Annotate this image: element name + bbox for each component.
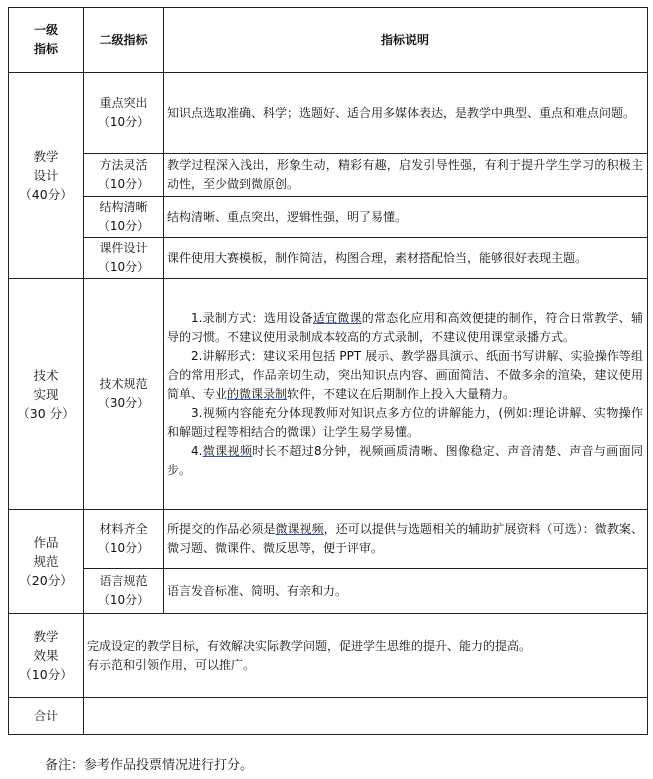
header-level1: 一级 指标 <box>9 8 84 73</box>
tech-paragraph-2: 2.讲解形式：建议采用包括 PPT 展示、教学器具演示、纸面书写讲解、实验操作等组合的常用形式，作品亲切生动，突出知识点内容、画面简洁、不做多余的渲染，建议使用简单、专业的微课录制软件，不建议在后期制作上投入大量精力。 <box>167 348 643 401</box>
header-description: 指标说明 <box>164 8 648 73</box>
criterion-name: 技术规范 （30分） <box>84 279 164 510</box>
tech-paragraph-3: 3.视频内容能充分体现教师对知识点多方位的讲解能力，(例如:理论讲解、实物操作和解题过程等相结合的微课）让学生易学易懂。 <box>167 405 643 439</box>
table-row <box>9 279 648 510</box>
criterion-name: 方法灵活 （10分） <box>84 154 164 197</box>
criterion-description: 知识点选取准确、科学；选题好、适合用多媒体表达，是教学中典型、重点和难点问题。 <box>164 73 648 154</box>
tech-paragraph-4: 4.微课视频时长不超过8分钟，视频画质清晰、图像稳定、声音清楚、声音与画面同步。 <box>167 443 643 477</box>
criterion-description: 课件使用大赛模板，制作简洁，构图合理，素材搭配恰当，能够很好表现主题。 <box>164 238 648 279</box>
table-row <box>9 154 648 197</box>
category-effect: 教学 效果 （10分） <box>9 614 84 698</box>
table-row <box>9 197 648 238</box>
category-tech: 技术 实现 （30 分） <box>9 279 84 510</box>
criterion-description: 结构清晰、重点突出，逻辑性强，明了易懂。 <box>164 197 648 238</box>
criterion-description: 语言发音标准、简明、有亲和力。 <box>164 569 648 614</box>
table-row <box>9 614 648 698</box>
criterion-description: 教学过程深入浅出，形象生动，精彩有趣，启发引导性强，有利于提升学生学习的积极主动性，至少做到微原创。 <box>164 154 648 197</box>
criterion-description <box>164 279 648 510</box>
table-row <box>9 510 648 569</box>
table-row <box>9 73 648 154</box>
total-label: 合计 <box>9 698 84 735</box>
effect-line-2: 有示范和引领作用，可以推广。 <box>87 657 256 672</box>
table-row <box>9 569 648 614</box>
criterion-name: 语言规范 （10分） <box>84 569 164 614</box>
category-design: 教学 设计 （40分） <box>9 73 84 279</box>
criterion-description: 所提交的作品必须是微课视频，还可以提供与选题相关的辅助扩展资料（可选）：微教案、微习题、微课件、微反思等，便于评审。 <box>164 510 648 569</box>
total-value <box>84 698 648 735</box>
criterion-name: 结构清晰 （10分） <box>84 197 164 238</box>
effect-description <box>84 614 648 698</box>
criterion-name: 重点突出 （10分） <box>84 73 164 154</box>
header-row <box>9 8 648 73</box>
criterion-name: 材料齐全 （10分） <box>84 510 164 569</box>
effect-line-1: 完成设定的教学目标，有效解决实际教学问题，促进学生思维的提升、能力的提高。 <box>87 638 532 653</box>
criterion-name: 课件设计 （10分） <box>84 238 164 279</box>
table-row <box>9 238 648 279</box>
header-level2: 二级指标 <box>84 8 164 73</box>
table-row <box>9 698 648 735</box>
tech-paragraph-1: 1.录制方式：选用设备适宜微课的常态化应用和高效便捷的制作，符合日常教学、辅导的习惯。不建议使用录制成本较高的方式录制，不建议使用课堂录播方式。 <box>167 310 643 344</box>
scoring-table <box>8 7 648 735</box>
category-spec: 作品 规范 （20分） <box>9 510 84 614</box>
footnote: 备注：参考作品投票情况进行打分。 <box>45 758 254 773</box>
